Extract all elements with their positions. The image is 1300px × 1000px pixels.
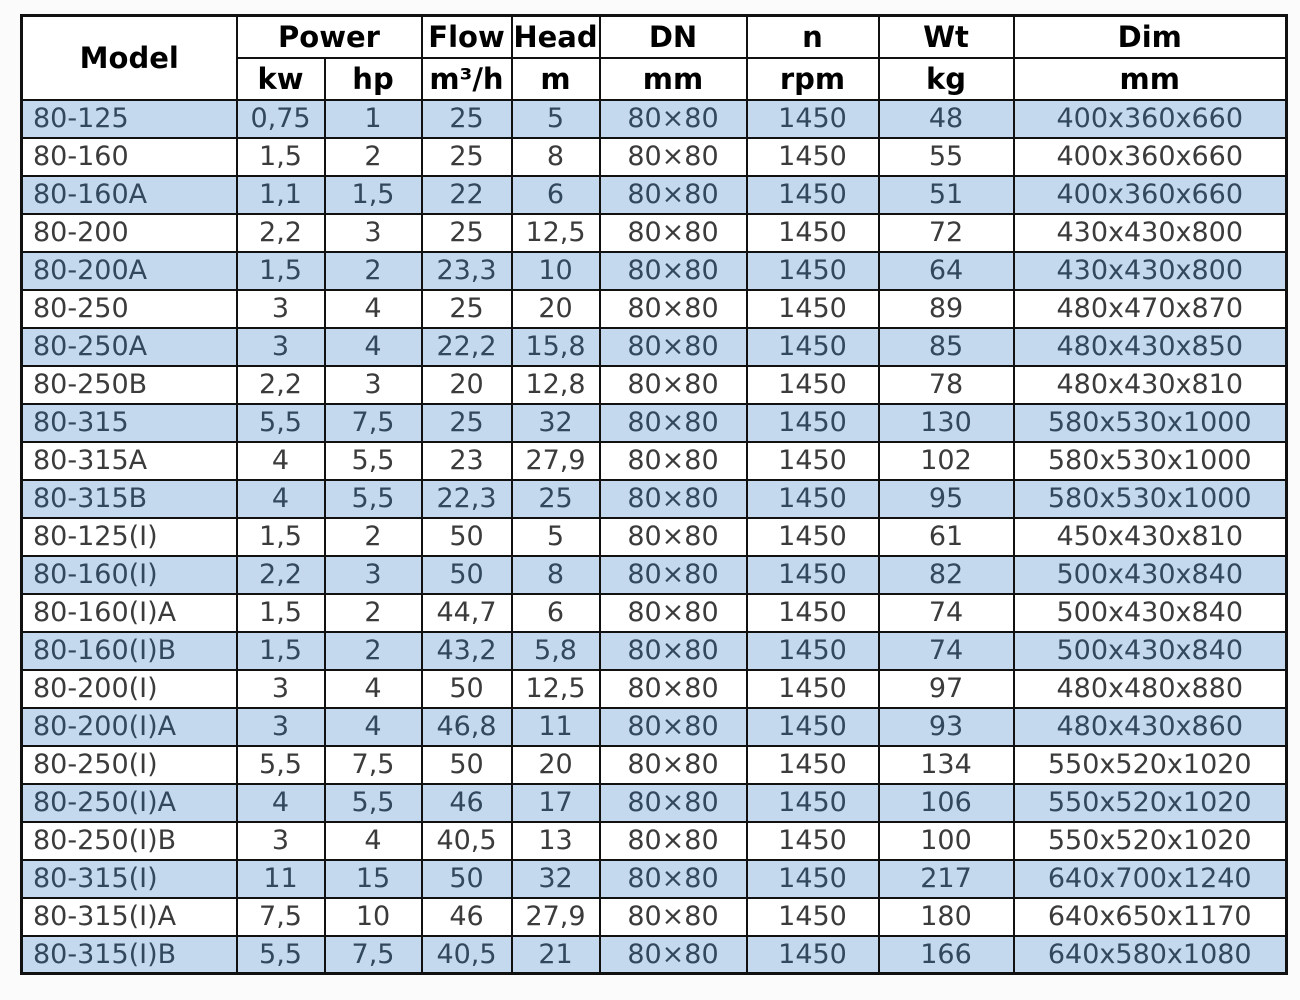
value-cell: 1450: [747, 746, 879, 784]
value-cell: 3: [325, 556, 422, 594]
value-cell: 64: [879, 252, 1014, 290]
value-cell: 32: [512, 404, 600, 442]
value-cell: 480x470x870: [1014, 290, 1287, 328]
value-cell: 7,5: [325, 746, 422, 784]
value-cell: 80×80: [600, 138, 747, 176]
table-header: [22, 16, 1287, 100]
value-cell: 1,5: [237, 138, 325, 176]
model-cell: 80-250: [22, 290, 237, 328]
value-cell: 500x430x840: [1014, 632, 1287, 670]
value-cell: 1450: [747, 822, 879, 860]
value-cell: 1450: [747, 290, 879, 328]
value-cell: 17: [512, 784, 600, 822]
value-cell: 7,5: [325, 936, 422, 974]
model-cell: 80-315(I)B: [22, 936, 237, 974]
model-cell: 80-200: [22, 214, 237, 252]
model-cell: 80-200(I)A: [22, 708, 237, 746]
model-cell: 80-160(I)A: [22, 594, 237, 632]
value-cell: 3: [237, 670, 325, 708]
value-cell: 80×80: [600, 708, 747, 746]
value-cell: 10: [325, 898, 422, 936]
value-cell: 500x430x840: [1014, 594, 1287, 632]
model-cell: 80-250(I)B: [22, 822, 237, 860]
value-cell: 89: [879, 290, 1014, 328]
model-cell: 80-250B: [22, 366, 237, 404]
col-header-power: Power: [237, 16, 422, 58]
value-cell: 2,2: [237, 366, 325, 404]
value-cell: 4: [237, 784, 325, 822]
table-row: [22, 290, 1287, 328]
model-cell: 80-200A: [22, 252, 237, 290]
value-cell: 1450: [747, 442, 879, 480]
value-cell: 480x430x850: [1014, 328, 1287, 366]
table-row: [22, 708, 1287, 746]
value-cell: 22: [422, 176, 512, 214]
value-cell: 1: [325, 100, 422, 138]
value-cell: 25: [422, 404, 512, 442]
value-cell: 1450: [747, 784, 879, 822]
value-cell: 7,5: [325, 404, 422, 442]
value-cell: 25: [422, 214, 512, 252]
value-cell: 4: [325, 670, 422, 708]
value-cell: 217: [879, 860, 1014, 898]
value-cell: 61: [879, 518, 1014, 556]
col-header-dn: DN: [600, 16, 747, 58]
value-cell: 0,75: [237, 100, 325, 138]
value-cell: 5,5: [325, 480, 422, 518]
value-cell: 43,2: [422, 632, 512, 670]
value-cell: 80×80: [600, 936, 747, 974]
model-cell: 80-160(I): [22, 556, 237, 594]
value-cell: 25: [422, 290, 512, 328]
value-cell: 93: [879, 708, 1014, 746]
unit-header-dn-mm: mm: [600, 58, 747, 100]
value-cell: 2: [325, 252, 422, 290]
table-row: [22, 936, 1287, 974]
value-cell: 80×80: [600, 176, 747, 214]
value-cell: 1450: [747, 898, 879, 936]
value-cell: 80×80: [600, 518, 747, 556]
value-cell: 20: [512, 290, 600, 328]
value-cell: 2: [325, 518, 422, 556]
value-cell: 1450: [747, 556, 879, 594]
value-cell: 50: [422, 860, 512, 898]
model-cell: 80-160(I)B: [22, 632, 237, 670]
value-cell: 80×80: [600, 784, 747, 822]
value-cell: 80×80: [600, 328, 747, 366]
table-row: [22, 746, 1287, 784]
value-cell: 40,5: [422, 822, 512, 860]
value-cell: 500x430x840: [1014, 556, 1287, 594]
value-cell: 1450: [747, 100, 879, 138]
value-cell: 80×80: [600, 442, 747, 480]
col-header-dim: Dim: [1014, 16, 1287, 58]
col-header-flow: Flow: [422, 16, 512, 58]
value-cell: 80×80: [600, 366, 747, 404]
value-cell: 21: [512, 936, 600, 974]
table-row: [22, 556, 1287, 594]
value-cell: 1450: [747, 404, 879, 442]
pump-spec-table: [20, 14, 1288, 975]
value-cell: 23: [422, 442, 512, 480]
value-cell: 450x430x810: [1014, 518, 1287, 556]
model-cell: 80-125: [22, 100, 237, 138]
value-cell: 80×80: [600, 822, 747, 860]
value-cell: 80×80: [600, 252, 747, 290]
value-cell: 106: [879, 784, 1014, 822]
value-cell: 580x530x1000: [1014, 442, 1287, 480]
value-cell: 5: [512, 518, 600, 556]
value-cell: 85: [879, 328, 1014, 366]
value-cell: 4: [325, 708, 422, 746]
unit-header-kw: kw: [237, 58, 325, 100]
table-row: [22, 898, 1287, 936]
value-cell: 12,5: [512, 670, 600, 708]
table-body: [22, 100, 1287, 974]
value-cell: 1,5: [237, 518, 325, 556]
model-cell: 80-250A: [22, 328, 237, 366]
value-cell: 1450: [747, 860, 879, 898]
value-cell: 400x360x660: [1014, 138, 1287, 176]
table-row: [22, 594, 1287, 632]
value-cell: 1450: [747, 214, 879, 252]
value-cell: 5,5: [237, 936, 325, 974]
value-cell: 5,8: [512, 632, 600, 670]
value-cell: 1450: [747, 632, 879, 670]
value-cell: 15: [325, 860, 422, 898]
value-cell: 5,5: [325, 784, 422, 822]
table-row: [22, 404, 1287, 442]
value-cell: 580x530x1000: [1014, 404, 1287, 442]
value-cell: 1450: [747, 594, 879, 632]
model-cell: 80-160: [22, 138, 237, 176]
value-cell: 27,9: [512, 898, 600, 936]
unit-header-m: m: [512, 58, 600, 100]
value-cell: 550x520x1020: [1014, 822, 1287, 860]
table-row: [22, 176, 1287, 214]
value-cell: 80×80: [600, 214, 747, 252]
value-cell: 3: [237, 708, 325, 746]
value-cell: 80×80: [600, 290, 747, 328]
value-cell: 130: [879, 404, 1014, 442]
table-row: [22, 138, 1287, 176]
value-cell: 400x360x660: [1014, 176, 1287, 214]
value-cell: 97: [879, 670, 1014, 708]
col-header-model: Model: [22, 16, 237, 100]
value-cell: 80×80: [600, 898, 747, 936]
value-cell: 640x580x1080: [1014, 936, 1287, 974]
value-cell: 1450: [747, 328, 879, 366]
model-cell: 80-315: [22, 404, 237, 442]
value-cell: 12,8: [512, 366, 600, 404]
value-cell: 46,8: [422, 708, 512, 746]
value-cell: 400x360x660: [1014, 100, 1287, 138]
value-cell: 10: [512, 252, 600, 290]
value-cell: 1450: [747, 670, 879, 708]
value-cell: 4: [325, 822, 422, 860]
value-cell: 480x430x810: [1014, 366, 1287, 404]
value-cell: 50: [422, 518, 512, 556]
value-cell: 11: [237, 860, 325, 898]
value-cell: 44,7: [422, 594, 512, 632]
value-cell: 640x700x1240: [1014, 860, 1287, 898]
table-row: [22, 860, 1287, 898]
value-cell: 50: [422, 746, 512, 784]
value-cell: 50: [422, 556, 512, 594]
value-cell: 3: [237, 290, 325, 328]
value-cell: 74: [879, 632, 1014, 670]
header-row-labels: [22, 16, 1287, 58]
model-cell: 80-160A: [22, 176, 237, 214]
pump-spec-table-container: [20, 14, 1288, 975]
value-cell: 46: [422, 898, 512, 936]
value-cell: 4: [237, 480, 325, 518]
value-cell: 8: [512, 556, 600, 594]
value-cell: 5,5: [237, 746, 325, 784]
value-cell: 1450: [747, 252, 879, 290]
value-cell: 3: [237, 822, 325, 860]
value-cell: 23,3: [422, 252, 512, 290]
value-cell: 5: [512, 100, 600, 138]
value-cell: 3: [325, 366, 422, 404]
value-cell: 134: [879, 746, 1014, 784]
value-cell: 1450: [747, 138, 879, 176]
value-cell: 1450: [747, 366, 879, 404]
value-cell: 1450: [747, 518, 879, 556]
value-cell: 80×80: [600, 860, 747, 898]
value-cell: 25: [422, 138, 512, 176]
value-cell: 46: [422, 784, 512, 822]
unit-header-hp: hp: [325, 58, 422, 100]
value-cell: 78: [879, 366, 1014, 404]
table-row: [22, 100, 1287, 138]
value-cell: 180: [879, 898, 1014, 936]
value-cell: 80×80: [600, 480, 747, 518]
value-cell: 80×80: [600, 404, 747, 442]
table-row: [22, 632, 1287, 670]
model-cell: 80-250(I): [22, 746, 237, 784]
value-cell: 430x430x800: [1014, 214, 1287, 252]
value-cell: 1,5: [325, 176, 422, 214]
value-cell: 2: [325, 632, 422, 670]
value-cell: 100: [879, 822, 1014, 860]
col-header-wt: Wt: [879, 16, 1014, 58]
value-cell: 3: [325, 214, 422, 252]
value-cell: 27,9: [512, 442, 600, 480]
unit-header-dim-mm: mm: [1014, 58, 1287, 100]
value-cell: 430x430x800: [1014, 252, 1287, 290]
model-cell: 80-315B: [22, 480, 237, 518]
value-cell: 13: [512, 822, 600, 860]
value-cell: 15,8: [512, 328, 600, 366]
value-cell: 5,5: [237, 404, 325, 442]
value-cell: 25: [422, 100, 512, 138]
value-cell: 2: [325, 594, 422, 632]
value-cell: 25: [512, 480, 600, 518]
value-cell: 40,5: [422, 936, 512, 974]
value-cell: 80×80: [600, 632, 747, 670]
value-cell: 80×80: [600, 556, 747, 594]
value-cell: 1,1: [237, 176, 325, 214]
value-cell: 32: [512, 860, 600, 898]
value-cell: 480x430x860: [1014, 708, 1287, 746]
value-cell: 80×80: [600, 100, 747, 138]
value-cell: 55: [879, 138, 1014, 176]
model-cell: 80-315A: [22, 442, 237, 480]
value-cell: 1450: [747, 936, 879, 974]
value-cell: 1,5: [237, 632, 325, 670]
value-cell: 22,2: [422, 328, 512, 366]
model-cell: 80-200(I): [22, 670, 237, 708]
value-cell: 80×80: [600, 746, 747, 784]
value-cell: 1,5: [237, 252, 325, 290]
unit-header-kg: kg: [879, 58, 1014, 100]
model-cell: 80-250(I)A: [22, 784, 237, 822]
table-row: [22, 784, 1287, 822]
value-cell: 1,5: [237, 594, 325, 632]
value-cell: 3: [237, 328, 325, 366]
table-row: [22, 822, 1287, 860]
value-cell: 580x530x1000: [1014, 480, 1287, 518]
value-cell: 12,5: [512, 214, 600, 252]
table-row: [22, 328, 1287, 366]
model-cell: 80-315(I)A: [22, 898, 237, 936]
value-cell: 22,3: [422, 480, 512, 518]
col-header-head: Head: [512, 16, 600, 58]
value-cell: 2,2: [237, 214, 325, 252]
value-cell: 51: [879, 176, 1014, 214]
value-cell: 1450: [747, 176, 879, 214]
value-cell: 6: [512, 594, 600, 632]
value-cell: 2: [325, 138, 422, 176]
value-cell: 166: [879, 936, 1014, 974]
value-cell: 102: [879, 442, 1014, 480]
value-cell: 640x650x1170: [1014, 898, 1287, 936]
model-cell: 80-125(I): [22, 518, 237, 556]
unit-header-rpm: rpm: [747, 58, 879, 100]
value-cell: 5,5: [325, 442, 422, 480]
value-cell: 74: [879, 594, 1014, 632]
value-cell: 7,5: [237, 898, 325, 936]
table-row: [22, 670, 1287, 708]
value-cell: 11: [512, 708, 600, 746]
model-cell: 80-315(I): [22, 860, 237, 898]
value-cell: 72: [879, 214, 1014, 252]
value-cell: 1450: [747, 480, 879, 518]
table-row: [22, 252, 1287, 290]
value-cell: 480x480x880: [1014, 670, 1287, 708]
value-cell: 82: [879, 556, 1014, 594]
table-row: [22, 214, 1287, 252]
value-cell: 80×80: [600, 594, 747, 632]
value-cell: 4: [325, 290, 422, 328]
value-cell: 20: [512, 746, 600, 784]
value-cell: 550x520x1020: [1014, 746, 1287, 784]
value-cell: 48: [879, 100, 1014, 138]
col-header-n: n: [747, 16, 879, 58]
value-cell: 50: [422, 670, 512, 708]
value-cell: 80×80: [600, 670, 747, 708]
table-row: [22, 442, 1287, 480]
value-cell: 2,2: [237, 556, 325, 594]
value-cell: 1450: [747, 708, 879, 746]
table-row: [22, 518, 1287, 556]
value-cell: 4: [325, 328, 422, 366]
value-cell: 8: [512, 138, 600, 176]
table-row: [22, 480, 1287, 518]
value-cell: 95: [879, 480, 1014, 518]
table-row: [22, 366, 1287, 404]
value-cell: 550x520x1020: [1014, 784, 1287, 822]
value-cell: 20: [422, 366, 512, 404]
unit-header-m3h: m³/h: [422, 58, 512, 100]
value-cell: 6: [512, 176, 600, 214]
value-cell: 4: [237, 442, 325, 480]
